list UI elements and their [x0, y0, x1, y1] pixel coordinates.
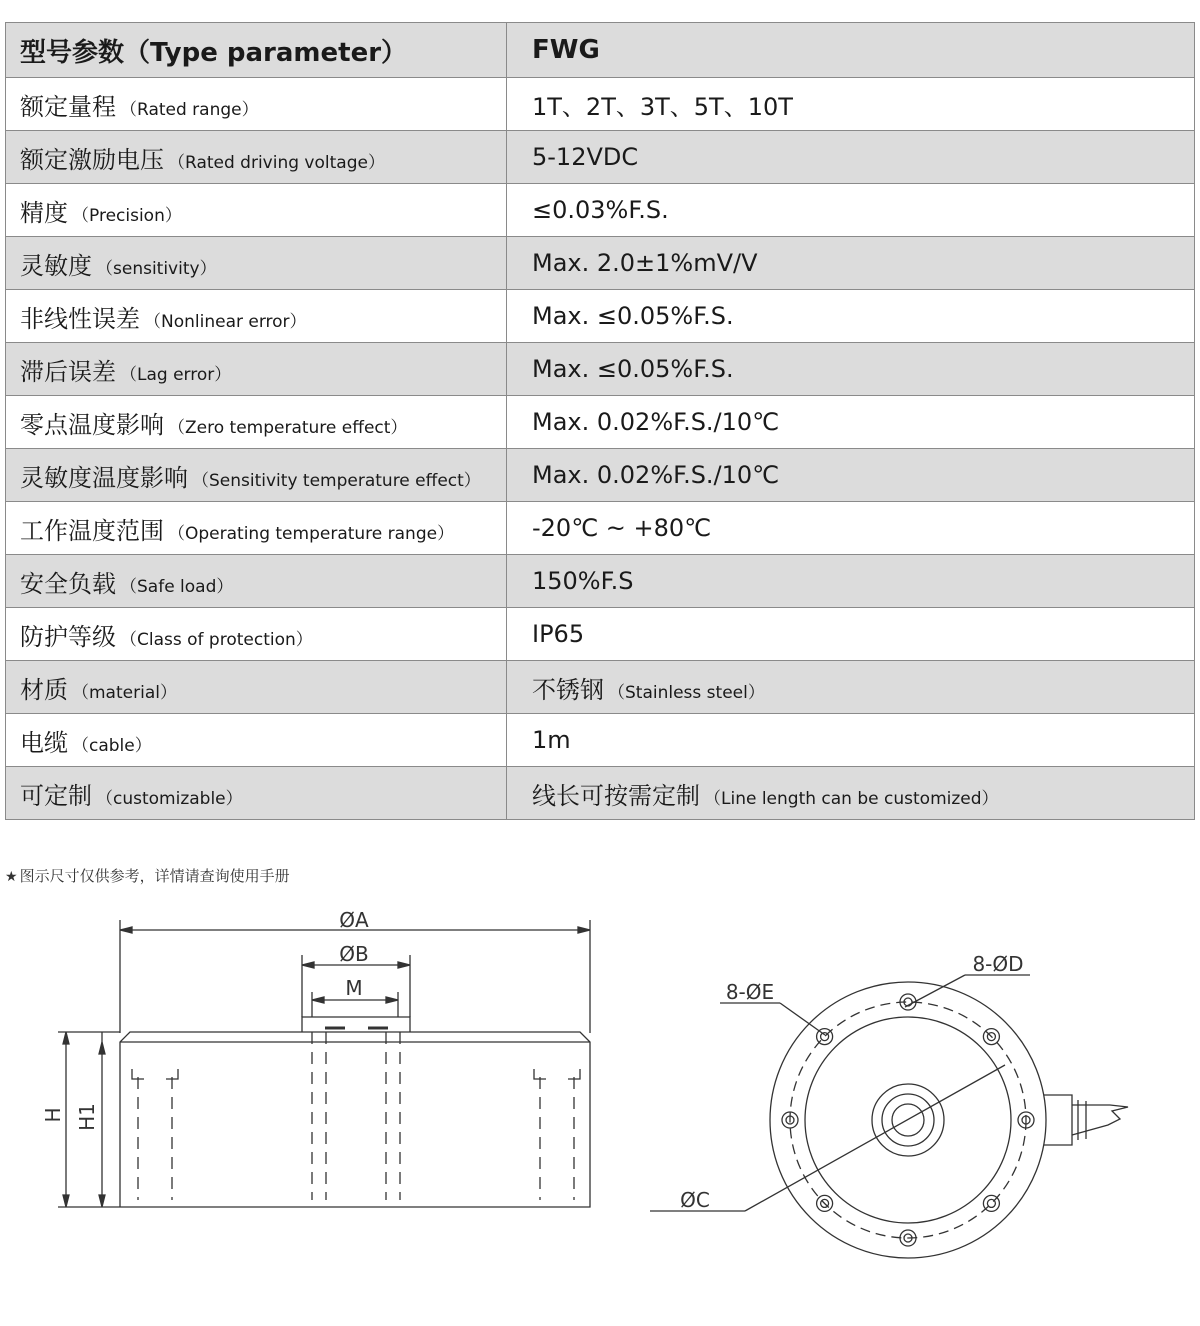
param-label-cn: 电缆	[20, 728, 68, 757]
param-label-cell	[6, 449, 507, 502]
table-row	[6, 131, 1195, 184]
param-label-en: （material）	[72, 682, 177, 703]
table-row	[6, 343, 1195, 396]
param-label-cn: 额定量程	[20, 92, 116, 121]
param-value: -20℃ ~ +80℃	[532, 514, 712, 542]
param-label-en: （sensitivity）	[96, 258, 217, 279]
table-row	[6, 767, 1195, 820]
star-icon: ★	[5, 869, 18, 885]
param-value-cell	[507, 131, 1195, 184]
param-label-cell	[6, 343, 507, 396]
param-label-cn: 灵敏度温度影响	[20, 463, 188, 492]
param-label-cell	[6, 714, 507, 767]
dim-label-b: ØB	[339, 942, 369, 966]
dimension-drawing	[0, 895, 1200, 1295]
param-value-cell	[507, 555, 1195, 608]
param-value-cell	[507, 237, 1195, 290]
top-view	[650, 975, 1128, 1258]
note-text: 图示尺寸仅供参考，详情请查询使用手册	[19, 867, 290, 885]
param-label-en: （Rated range）	[120, 99, 259, 120]
bolt-hole	[983, 1195, 999, 1211]
param-label-cell	[6, 502, 507, 555]
drawing-note	[5, 865, 290, 886]
param-label-cell	[6, 661, 507, 714]
param-value: Max. ≤0.05%F.S.	[532, 302, 734, 330]
param-label-cn: 额定激励电压	[20, 145, 164, 174]
bolt-hole	[987, 1199, 995, 1207]
param-label-en: （Sensitivity temperature effect）	[192, 470, 481, 491]
param-value-cell	[507, 78, 1195, 131]
table-row	[6, 449, 1195, 502]
param-value: ≤0.03%F.S.	[532, 196, 669, 224]
table-row	[6, 78, 1195, 131]
param-label-en: （Nonlinear error）	[144, 311, 307, 332]
spec-table	[5, 22, 1195, 820]
param-label-en: （Rated driving voltage）	[168, 152, 385, 173]
param-value-cell	[507, 502, 1195, 555]
param-value-cell	[507, 608, 1195, 661]
dim-label-m: M	[345, 976, 363, 1000]
param-value-cell	[507, 343, 1195, 396]
param-value-cell	[507, 714, 1195, 767]
param-label-cell	[6, 78, 507, 131]
bolt-hole	[821, 1033, 829, 1041]
table-row	[6, 661, 1195, 714]
param-value-cell	[507, 449, 1195, 502]
param-label-cell	[6, 237, 507, 290]
param-value-cell	[507, 290, 1195, 343]
param-value: IP65	[532, 620, 585, 648]
param-label-cell	[6, 396, 507, 449]
param-label-cn: 精度	[20, 198, 68, 227]
param-value-cell	[507, 767, 1195, 820]
dim-label-h: H	[41, 1107, 65, 1123]
param-value: 150%F.S	[532, 567, 634, 595]
table-row	[6, 608, 1195, 661]
table-header-row	[6, 23, 1195, 78]
param-label-en: （Safe load）	[120, 576, 234, 597]
table-row	[6, 502, 1195, 555]
dim-label-e: 8-ØE	[725, 980, 775, 1004]
table-row	[6, 184, 1195, 237]
dim-label-d: 8-ØD	[972, 952, 1024, 976]
dim-label-a: ØA	[339, 908, 369, 932]
table-row	[6, 290, 1195, 343]
dim-label-h1: H1	[75, 1103, 99, 1131]
param-value-en: （Line length can be customized）	[704, 788, 999, 809]
param-label-cn: 工作温度范围	[20, 516, 164, 545]
param-label-cn: 可定制	[20, 781, 92, 810]
param-label-cell	[6, 131, 507, 184]
table-row	[6, 555, 1195, 608]
param-label-en: （Zero temperature effect）	[168, 417, 408, 438]
param-value: 不锈钢	[532, 675, 604, 704]
param-value-cell	[507, 184, 1195, 237]
param-value-cell	[507, 396, 1195, 449]
param-label-en: （cable）	[72, 735, 152, 756]
param-label-cell	[6, 290, 507, 343]
param-label-cell	[6, 767, 507, 820]
param-label-en: （customizable）	[96, 788, 243, 809]
param-value-en: （Stainless steel）	[608, 682, 765, 703]
dim-label-c: ØC	[680, 1188, 710, 1212]
param-value: 1T、2T、3T、5T、10T	[532, 92, 793, 121]
side-view	[58, 920, 590, 1207]
param-label-cn: 非线性误差	[20, 304, 140, 333]
param-value: Max. 0.02%F.S./10℃	[532, 461, 780, 489]
table-row	[6, 396, 1195, 449]
param-label-cn: 材质	[20, 675, 68, 704]
param-value: 5-12VDC	[532, 143, 639, 171]
param-value: 1m	[532, 726, 571, 754]
param-value: 线长可按需定制	[532, 781, 700, 810]
param-label-cell	[6, 184, 507, 237]
table-row	[6, 237, 1195, 290]
param-label-cn: 防护等级	[20, 622, 116, 651]
param-label-cell	[6, 555, 507, 608]
param-label-cn: 零点温度影响	[20, 410, 164, 439]
param-label-cn: 安全负载	[20, 569, 116, 598]
param-label-en: （Precision）	[72, 205, 182, 226]
header-label: 型号参数（Type parameter）	[6, 23, 507, 78]
param-value: Max. 2.0±1%mV/V	[532, 249, 758, 277]
param-value: Max. 0.02%F.S./10℃	[532, 408, 780, 436]
param-label-en: （Lag error）	[120, 364, 232, 385]
param-label-en: （Operating temperature range）	[168, 523, 455, 544]
param-value: Max. ≤0.05%F.S.	[532, 355, 734, 383]
param-label-cell	[6, 608, 507, 661]
header-model: FWG	[507, 23, 1195, 78]
param-label-en: （Class of protection）	[120, 629, 313, 650]
param-value-cell	[507, 661, 1195, 714]
table-row	[6, 714, 1195, 767]
param-label-cn: 灵敏度	[20, 251, 92, 280]
param-label-cn: 滞后误差	[20, 357, 116, 386]
